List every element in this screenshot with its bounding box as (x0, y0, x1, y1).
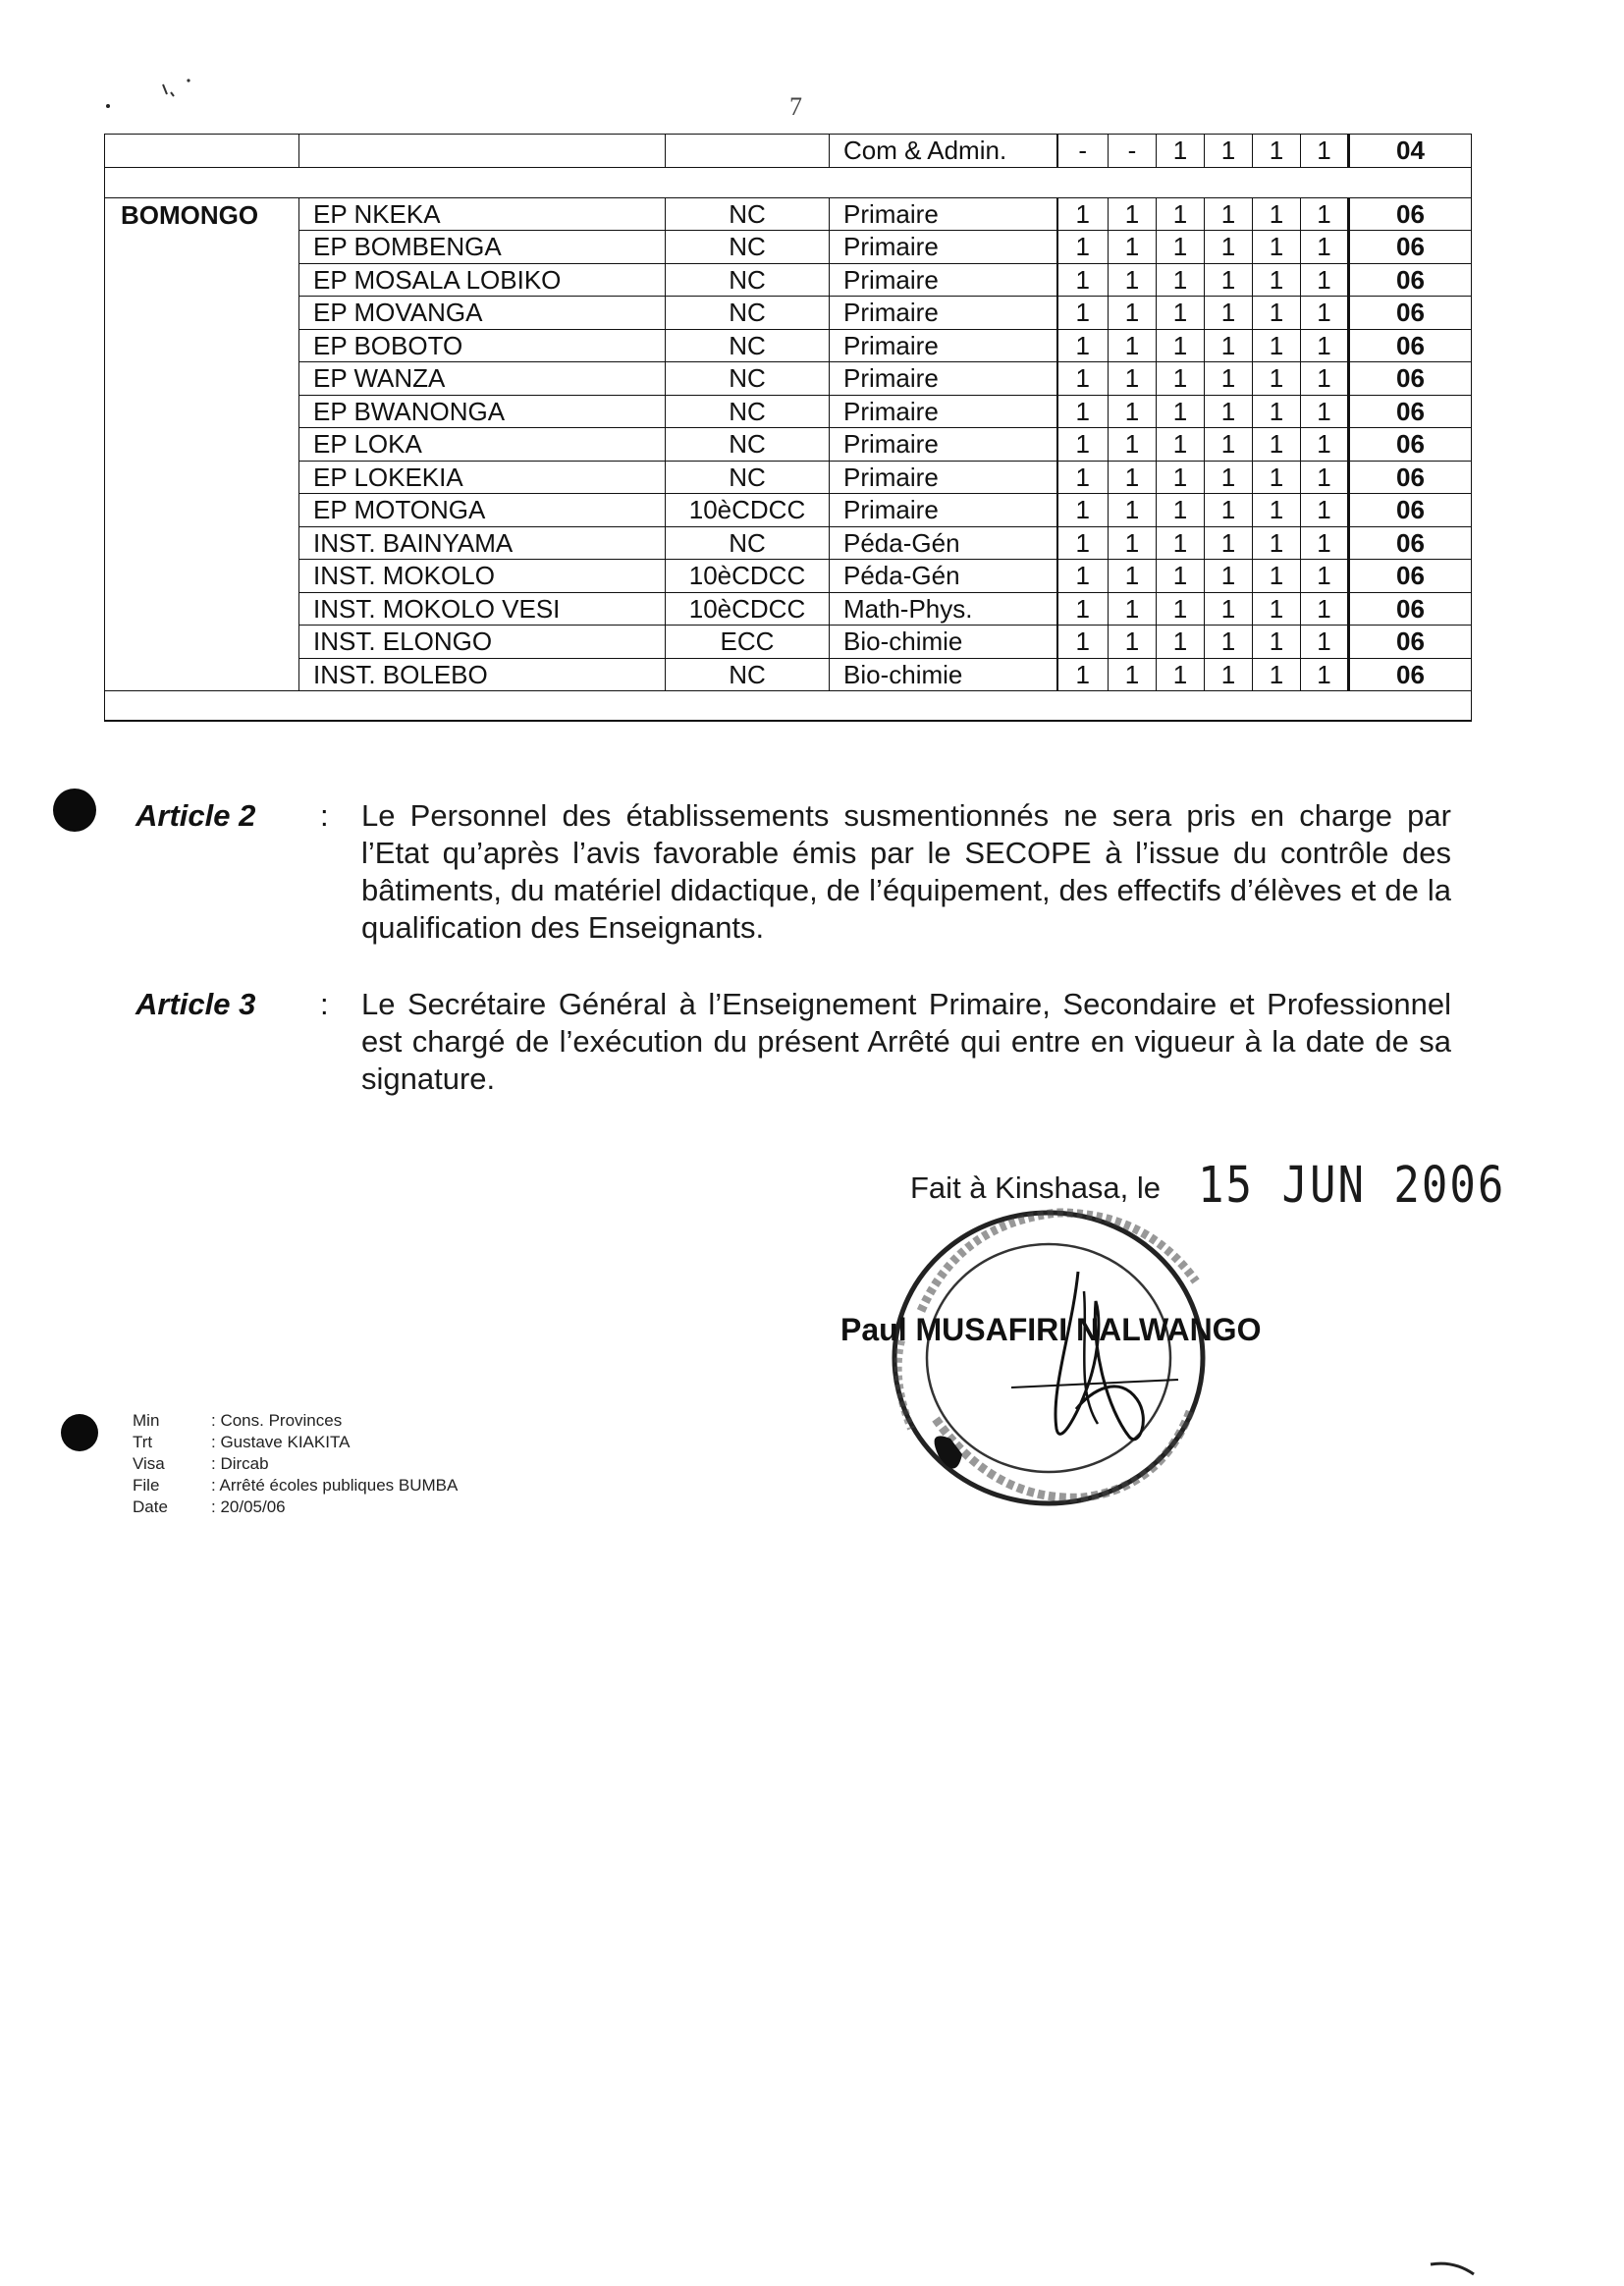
article-2-colon: : (320, 798, 329, 833)
table-row (105, 526, 1472, 560)
school-count: 1 (1301, 526, 1349, 560)
school-total: 06 (1349, 428, 1472, 462)
page-number: 7 (789, 92, 802, 121)
reference-key: Min (133, 1411, 160, 1430)
territory-name: BOMONGO (105, 197, 299, 691)
school-count: 1 (1057, 231, 1109, 264)
table-row (105, 329, 1472, 362)
school-condition: 10èCDCC (666, 560, 830, 593)
school-count: 1 (1109, 526, 1157, 560)
school-count: 1 (1109, 329, 1157, 362)
school-count: 1 (1301, 362, 1349, 396)
school-count: 1 (1109, 263, 1157, 297)
cell-name-top (299, 135, 666, 168)
school-total: 06 (1349, 626, 1472, 659)
school-count: 1 (1057, 526, 1109, 560)
article-2-text: Le Personnel des établissements susmentionnés ne sera pris en charge par l’Etat qu’après l’avis favorable émis par le SECOPE à l’issue du contrôle des bâtiments, du matériel didactique, de l’équipement, des effectifs d’élèves et de la qualification des Enseignants. (361, 798, 1451, 945)
school-count: 1 (1157, 526, 1205, 560)
school-total: 06 (1349, 362, 1472, 396)
school-count: 1 (1157, 231, 1205, 264)
school-count: 1 (1253, 658, 1301, 691)
school-count: 1 (1253, 231, 1301, 264)
school-count: 1 (1205, 231, 1253, 264)
table-row (105, 231, 1472, 264)
handwritten-signature (982, 1262, 1208, 1458)
school-count: 1 (1301, 658, 1349, 691)
school-count: 1 (1205, 461, 1253, 494)
school-option: Primaire (830, 494, 1057, 527)
school-count: 1 (1057, 626, 1109, 659)
school-count: 1 (1109, 626, 1157, 659)
reference-key: Trt (133, 1433, 153, 1451)
school-count: 1 (1253, 297, 1301, 330)
cell-count-top: - (1057, 135, 1109, 168)
school-count: 1 (1109, 658, 1157, 691)
table-row (105, 297, 1472, 330)
school-count: 1 (1057, 297, 1109, 330)
table-row (105, 197, 1472, 231)
table-row (105, 494, 1472, 527)
reference-value: : Gustave KIAKITA (211, 1433, 351, 1451)
school-name: INST. BOLEBO (299, 658, 666, 691)
school-option: Péda-Gén (830, 526, 1057, 560)
school-total: 06 (1349, 461, 1472, 494)
school-option: Bio-chimie (830, 626, 1057, 659)
school-count: 1 (1157, 395, 1205, 428)
school-name: EP BWANONGA (299, 395, 666, 428)
school-count: 1 (1253, 560, 1301, 593)
cell-count-top: 1 (1157, 135, 1205, 168)
table-gap-row (105, 691, 1472, 722)
reference-row (133, 1497, 458, 1518)
school-total: 06 (1349, 231, 1472, 264)
cell-count-top: 1 (1301, 135, 1349, 168)
school-name: EP BOBOTO (299, 329, 666, 362)
school-count: 1 (1109, 494, 1157, 527)
reference-value: : Arrêté écoles publiques BUMBA (211, 1476, 459, 1495)
school-count: 1 (1253, 428, 1301, 462)
school-count: 1 (1301, 395, 1349, 428)
table-row (105, 658, 1472, 691)
table-row (105, 395, 1472, 428)
signatory-name: Paul MUSAFIRI NALWANGO (840, 1312, 1262, 1347)
school-count: 1 (1301, 461, 1349, 494)
scan-specks (96, 69, 214, 118)
reference-row (133, 1453, 458, 1475)
school-total: 06 (1349, 395, 1472, 428)
school-total: 06 (1349, 592, 1472, 626)
school-count: 1 (1057, 428, 1109, 462)
school-count: 1 (1253, 263, 1301, 297)
school-count: 1 (1157, 626, 1205, 659)
bullet-dot (53, 789, 96, 832)
table-row (105, 626, 1472, 659)
school-count: 1 (1205, 395, 1253, 428)
school-name: INST. ELONGO (299, 626, 666, 659)
school-total: 06 (1349, 263, 1472, 297)
bullet-dot (61, 1414, 98, 1451)
table-row-top (105, 135, 1472, 168)
school-count: 1 (1205, 494, 1253, 527)
cell-count-top: - (1109, 135, 1157, 168)
school-count: 1 (1157, 592, 1205, 626)
school-count: 1 (1057, 263, 1109, 297)
school-count: 1 (1205, 297, 1253, 330)
school-count: 1 (1109, 297, 1157, 330)
school-count: 1 (1057, 658, 1109, 691)
school-count: 1 (1157, 197, 1205, 231)
school-count: 1 (1301, 297, 1349, 330)
school-count: 1 (1253, 395, 1301, 428)
cell-count-top: 1 (1205, 135, 1253, 168)
school-count: 1 (1157, 362, 1205, 396)
school-option: Primaire (830, 362, 1057, 396)
table-row (105, 592, 1472, 626)
table-gap-row (105, 167, 1472, 197)
school-total: 06 (1349, 494, 1472, 527)
reference-key: Visa (133, 1454, 165, 1473)
reference-row (133, 1410, 458, 1432)
school-count: 1 (1109, 197, 1157, 231)
school-condition: NC (666, 197, 830, 231)
school-count: 1 (1205, 626, 1253, 659)
reference-key: File (133, 1476, 160, 1495)
school-count: 1 (1109, 560, 1157, 593)
school-count: 1 (1057, 592, 1109, 626)
cell-territory-top (105, 135, 299, 168)
reference-key: Date (133, 1497, 168, 1516)
school-count: 1 (1253, 329, 1301, 362)
school-count: 1 (1157, 461, 1205, 494)
school-total: 06 (1349, 560, 1472, 593)
school-count: 1 (1205, 428, 1253, 462)
school-count: 1 (1205, 658, 1253, 691)
schools-table (104, 134, 1472, 722)
school-count: 1 (1157, 658, 1205, 691)
cell-count-top: 1 (1253, 135, 1301, 168)
school-count: 1 (1057, 197, 1109, 231)
school-count: 1 (1205, 362, 1253, 396)
date-stamp: 15 JUN 2006 (1198, 1157, 1506, 1215)
school-name: EP BOMBENGA (299, 231, 666, 264)
school-count: 1 (1253, 494, 1301, 527)
school-count: 1 (1253, 592, 1301, 626)
table-gap (105, 167, 1472, 197)
school-name: EP LOKA (299, 428, 666, 462)
school-name: EP WANZA (299, 362, 666, 396)
school-option: Primaire (830, 428, 1057, 462)
article-2-label: Article 2 (135, 798, 256, 833)
school-count: 1 (1157, 297, 1205, 330)
school-condition: NC (666, 362, 830, 396)
school-name: EP LOKEKIA (299, 461, 666, 494)
school-count: 1 (1205, 329, 1253, 362)
school-count: 1 (1157, 329, 1205, 362)
cell-option-top: Com & Admin. (830, 135, 1057, 168)
school-option: Primaire (830, 263, 1057, 297)
school-name: INST. MOKOLO (299, 560, 666, 593)
school-count: 1 (1301, 428, 1349, 462)
school-count: 1 (1205, 560, 1253, 593)
school-option: Primaire (830, 297, 1057, 330)
school-count: 1 (1109, 428, 1157, 462)
article-3-label: Article 3 (135, 987, 256, 1021)
school-count: 1 (1301, 231, 1349, 264)
school-condition: ECC (666, 626, 830, 659)
school-count: 1 (1253, 526, 1301, 560)
school-condition: NC (666, 658, 830, 691)
reference-row (133, 1475, 458, 1497)
school-count: 1 (1057, 395, 1109, 428)
school-count: 1 (1301, 494, 1349, 527)
reference-value: : 20/05/06 (211, 1497, 286, 1516)
cell-total-top: 04 (1349, 135, 1472, 168)
school-count: 1 (1301, 626, 1349, 659)
school-condition: NC (666, 461, 830, 494)
reference-value: : Dircab (211, 1454, 269, 1473)
school-count: 1 (1205, 526, 1253, 560)
school-name: EP MOSALA LOBIKO (299, 263, 666, 297)
school-count: 1 (1253, 626, 1301, 659)
school-total: 06 (1349, 197, 1472, 231)
school-count: 1 (1109, 395, 1157, 428)
school-option: Math-Phys. (830, 592, 1057, 626)
school-count: 1 (1109, 592, 1157, 626)
school-option: Primaire (830, 231, 1057, 264)
school-count: 1 (1157, 560, 1205, 593)
school-count: 1 (1109, 231, 1157, 264)
school-count: 1 (1253, 362, 1301, 396)
school-count: 1 (1301, 560, 1349, 593)
school-count: 1 (1157, 263, 1205, 297)
table-row (105, 560, 1472, 593)
school-count: 1 (1205, 197, 1253, 231)
school-condition: NC (666, 297, 830, 330)
school-count: 1 (1157, 428, 1205, 462)
school-count: 1 (1109, 461, 1157, 494)
school-count: 1 (1301, 197, 1349, 231)
table-row (105, 362, 1472, 396)
table-row (105, 263, 1472, 297)
school-name: EP NKEKA (299, 197, 666, 231)
school-total: 06 (1349, 658, 1472, 691)
table-gap (105, 691, 1472, 722)
school-count: 1 (1253, 197, 1301, 231)
school-option: Primaire (830, 395, 1057, 428)
school-count: 1 (1301, 592, 1349, 626)
school-option: Primaire (830, 329, 1057, 362)
school-condition: NC (666, 395, 830, 428)
school-count: 1 (1301, 329, 1349, 362)
school-count: 1 (1253, 461, 1301, 494)
school-condition: NC (666, 329, 830, 362)
school-condition: NC (666, 428, 830, 462)
reference-block (133, 1410, 458, 1518)
school-count: 1 (1157, 494, 1205, 527)
school-name: EP MOTONGA (299, 494, 666, 527)
school-count: 1 (1205, 592, 1253, 626)
school-count: 1 (1057, 494, 1109, 527)
school-count: 1 (1057, 329, 1109, 362)
school-total: 06 (1349, 329, 1472, 362)
school-option: Primaire (830, 461, 1057, 494)
school-condition: NC (666, 526, 830, 560)
school-count: 1 (1301, 263, 1349, 297)
school-name: EP MOVANGA (299, 297, 666, 330)
school-option: Péda-Gén (830, 560, 1057, 593)
school-total: 06 (1349, 526, 1472, 560)
school-condition: NC (666, 263, 830, 297)
school-condition: NC (666, 231, 830, 264)
school-name: INST. MOKOLO VESI (299, 592, 666, 626)
article-3-text: Le Secrétaire Général à l’Enseignement Primaire, Secondaire et Professionnel est chargé de l’exécution du présent Arrêté qui entre en vigueur à la date de sa signature. (361, 987, 1451, 1096)
table-row (105, 461, 1472, 494)
school-option: Bio-chimie (830, 658, 1057, 691)
school-total: 06 (1349, 297, 1472, 330)
school-count: 1 (1057, 560, 1109, 593)
table-row (105, 428, 1472, 462)
school-option: Primaire (830, 197, 1057, 231)
school-count: 1 (1109, 362, 1157, 396)
reference-value: : Cons. Provinces (211, 1411, 343, 1430)
school-count: 1 (1057, 461, 1109, 494)
scan-mark (1429, 2259, 1478, 2278)
school-count: 1 (1205, 263, 1253, 297)
fait-a-text: Fait à Kinshasa, le (910, 1170, 1162, 1205)
school-condition: 10èCDCC (666, 494, 830, 527)
article-3-colon: : (320, 987, 329, 1021)
school-count: 1 (1057, 362, 1109, 396)
school-condition: 10èCDCC (666, 592, 830, 626)
cell-condition-top (666, 135, 830, 168)
reference-row (133, 1432, 458, 1453)
school-name: INST. BAINYAMA (299, 526, 666, 560)
